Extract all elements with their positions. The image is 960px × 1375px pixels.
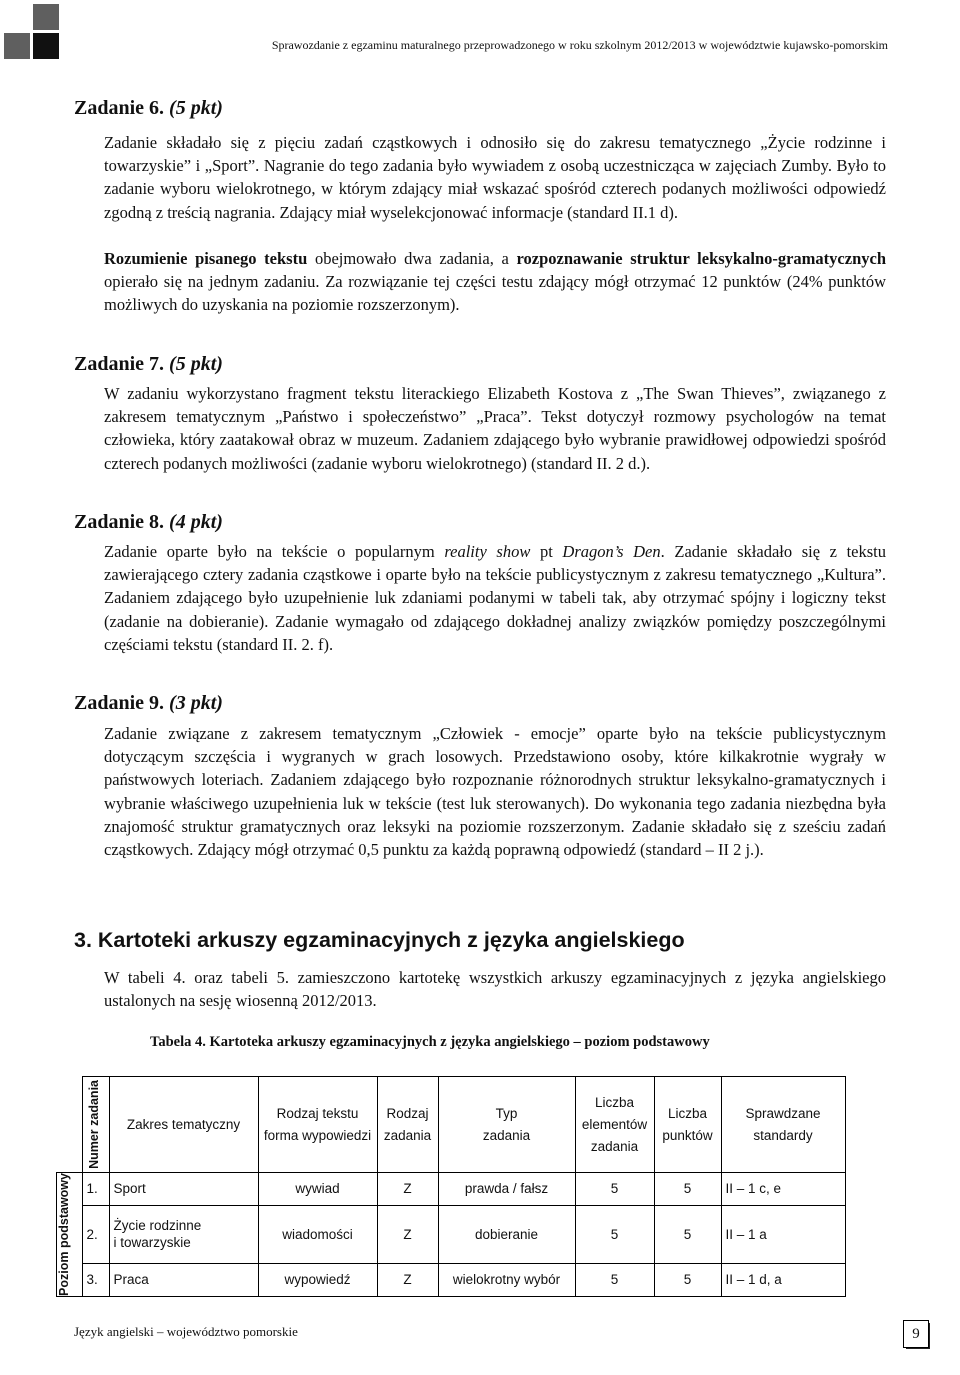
task6-points: (5 pkt) (169, 97, 223, 119)
cell-standardy: II – 1 c, e (721, 1173, 845, 1206)
page-number: 9 (903, 1320, 929, 1348)
table-corner (57, 1077, 83, 1173)
header-rodzaj-tekstu-2: forma wypowiedzi (263, 1127, 372, 1143)
task8-text-a: Zadanie oparte było na tekście o popularnym (104, 542, 445, 561)
term-reading: Rozumienie pisanego tekstu (104, 249, 308, 268)
cell-typ: wielokrotny wybór (438, 1263, 575, 1296)
cell-tekst: wypowiedź (258, 1263, 377, 1296)
header-numer-text: Numer zadania (86, 1080, 101, 1169)
header-rodzaj-zadania-1: Rodzaj (386, 1105, 429, 1121)
header-liczba-el-2: elementów (581, 1116, 648, 1132)
task7-label: Zadanie 7. (74, 353, 165, 375)
header-numer (82, 1077, 109, 1173)
cell-nr: 3. (82, 1263, 109, 1296)
cell-zakres: Sport (109, 1173, 258, 1206)
task6-paragraph2 (104, 247, 886, 317)
cell-elementy: 5 (575, 1173, 654, 1206)
task8-paragraph (104, 540, 886, 656)
task8-italic-1: reality show (444, 542, 531, 561)
kartoteka-table (56, 1076, 846, 1297)
header-zakres-text: Zakres tematyczny (126, 1116, 241, 1132)
cell-rodzaj: Z (377, 1205, 438, 1263)
header-rodzaj-tekstu-1: Rodzaj tekstu (276, 1105, 359, 1121)
task9-heading (74, 692, 223, 715)
header-typ (438, 1077, 575, 1173)
header-zakres (109, 1077, 258, 1173)
header-rodzaj-zadania-2: zadania (383, 1127, 432, 1143)
task8-italic-2: Dragon’s Den (562, 542, 661, 561)
cell-tekst: wywiad (258, 1173, 377, 1206)
header-liczba-elementow (575, 1077, 654, 1173)
header-liczba-el-1: Liczba (594, 1094, 635, 1110)
task6-label: Zadanie 6. (74, 97, 165, 119)
task7-points: (5 pkt) (169, 353, 223, 375)
cell-typ: prawda / fałsz (438, 1173, 575, 1206)
task8-heading (74, 511, 223, 534)
section-heading: 3. Kartoteki arkuszy egzaminacyjnych z języka angielskiego (74, 928, 685, 952)
cell-zakres-line2: i towarzyskie (113, 1235, 191, 1251)
task9-paragraph: Zadanie związane z zakresem tematycznym „Człowiek - emocje” oparte było na tekście publicystycznym dotyczącym szczęścia i wygranych w grach losowych. Przedstawiono osoby, które kilkakrotnie wygrały w państwowych loteriach. Zadaniem zdającego było rozpoznanie różnorodnych struktur leksykalno-gramatycznych i wybranie właściwego uzupełnienia luk w tekście (test luk sterowanych). Do wykonania tego zadania niezbędna była znajomość struktur gramatycznych oraz leksyki na poziomie rozszerzonym. Zadanie składało się z sześciu zadań cząstkowych. Zdający mógł otrzymać 0,5 punktu za każdą poprawną odpowiedź (standard – II 2 j.). (104, 724, 886, 860)
header-liczba-el-3: zadania (590, 1138, 639, 1154)
cell-tekst: wiadomości (258, 1205, 377, 1263)
task6-text1: obejmowało dwa zadania, a (307, 249, 517, 268)
task8-label: Zadanie 8. (74, 511, 165, 533)
cell-punkty: 5 (654, 1173, 721, 1206)
cell-rodzaj: Z (377, 1173, 438, 1206)
term-structures: rozpoznawanie struktur leksykalno-gramatycznych (516, 249, 886, 268)
cell-nr: 2. (82, 1205, 109, 1263)
level-cell (57, 1173, 83, 1297)
header-title: Sprawozdanie z egzaminu maturalnego przeprowadzonego w roku szkolnym 2012/2013 w województwie kujawsko-pomorskim (271, 38, 888, 52)
header-rodzaj-zadania (377, 1077, 438, 1173)
cell-standardy: II – 1 a (721, 1205, 845, 1263)
task9-label: Zadanie 9. (74, 692, 165, 714)
logo (0, 0, 62, 62)
cell-elementy: 5 (575, 1205, 654, 1263)
footer-text: Język angielski – województwo pomorskie (74, 1324, 298, 1339)
task6-heading (74, 97, 223, 120)
table-caption: Tabela 4. Kartoteka arkuszy egzaminacyjnych z języka angielskiego – poziom podstawowy (150, 1034, 710, 1050)
cell-zakres (109, 1205, 258, 1263)
cell-punkty: 5 (654, 1205, 721, 1263)
cell-standardy: II – 1 d, a (721, 1263, 845, 1296)
header-standardy-2: standardy (753, 1127, 813, 1143)
section-intro: W tabeli 4. oraz tabeli 5. zamieszczono kartotekę wszystkich arkuszy egzaminacyjnych z języka angielskiego ustalonych na sesję wiosenną 2012/2013. (104, 968, 886, 1011)
task6-paragraph1: Zadanie składało się z pięciu zadań cząstkowych i odnosiło się do zakresu tematycznego „Życie rodzinne i towarzyskie” i „Sport”. Nagranie do tego zadania było wywiadem z osobą uczestnicząca w zajęciach Zumby. Było to zadanie wyboru wielokrotnego, w którym zdający miał wskazać spośród czterech podanych możliwości odpowiedź zgodną z treścią nagrania. Zdający miał wyselekcjonować informacje (standard II.1 d). (104, 133, 886, 222)
header-liczba-pkt-1: Liczba (667, 1105, 708, 1121)
table-row (57, 1205, 846, 1263)
header-standardy (721, 1077, 845, 1173)
header-typ-1: Typ (495, 1105, 518, 1121)
task7-heading (74, 353, 223, 376)
header-liczba-pkt-2: punktów (662, 1127, 713, 1143)
table-row (57, 1263, 846, 1296)
task7-paragraph: W zadaniu wykorzystano fragment tekstu literackiego Elizabeth Kostova z „The Swan Thieves”, związanego z zakresem tematycznym „Państwo i społeczeństwo” „Praca”. Tekst dotyczył rozmowy psychologów na temat człowieka, który zaatakował obraz w muzeum. Zadaniem zdającego było wybranie prawidłowej odpowiedzi spośród czterech podanych możliwości (zadanie wyboru wielokrotnego) (standard II. 2 d.). (104, 384, 886, 473)
cell-nr: 1. (82, 1173, 109, 1206)
table-row (57, 1173, 846, 1206)
task8-points: (4 pkt) (169, 511, 223, 533)
task8-text-c: . Zadanie składało się z tekstu zawierającego cztery zadania cząstkowe i oparte było na tekście publicystycznym z zakresu tematycznego „Kultura”. Zadaniem zdającego było uzupełnienie luk zdaniami podanymi w tabeli tak, aby otrzymać spójny i logiczny tekst (zadanie na dobieranie). Zadanie wymagało od zdającego dokładnej analizy związków pomiędzy poszczególnymi częściami tekstu (standard II. 2. f). (104, 542, 886, 654)
cell-elementy: 5 (575, 1263, 654, 1296)
header-standardy-1: Sprawdzane (745, 1105, 821, 1121)
header-rodzaj-tekstu (258, 1077, 377, 1173)
cell-zakres-line1: Życie rodzinne (113, 1218, 202, 1234)
header-liczba-punktow (654, 1077, 721, 1173)
task6-text2: opierało się na jednym zadaniu. Za rozwiązanie tej części testu zdający mógł otrzymać 12 punktów (24% punktów możliwych do uzyskania na poziomie rozszerzonym). (104, 272, 886, 315)
cell-punkty: 5 (654, 1263, 721, 1296)
cell-rodzaj: Z (377, 1263, 438, 1296)
task9-points: (3 pkt) (169, 692, 223, 714)
cell-zakres: Praca (109, 1263, 258, 1296)
level-label: Poziom podstawowy (57, 1173, 71, 1296)
header-typ-2: zadania (482, 1127, 531, 1143)
task8-text-b: pt (530, 542, 563, 561)
cell-typ: dobieranie (438, 1205, 575, 1263)
